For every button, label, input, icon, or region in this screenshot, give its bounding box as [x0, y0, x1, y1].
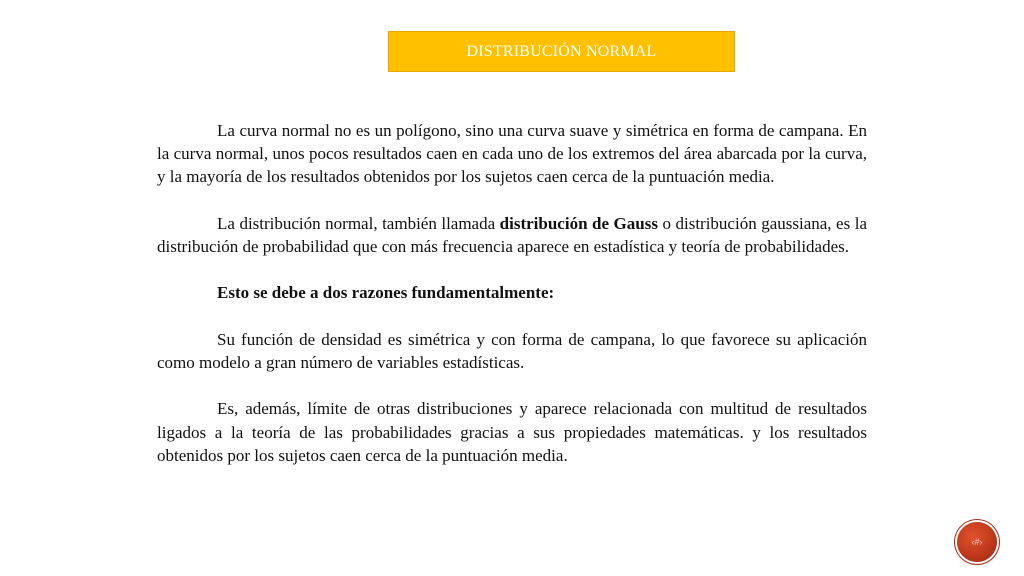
slide-number-badge — [957, 522, 997, 562]
paragraph-reason-density: Su función de densidad es simétrica y con forma de campana, lo que favorece su aplicación como modelo a gran número de variables estadísticas. — [157, 329, 867, 372]
gauss-text-before: La distribución normal, también llamada — [217, 213, 500, 233]
title-banner — [388, 31, 735, 72]
slide-number: ‹#› — [971, 537, 983, 547]
paragraph-curve-description: La curva normal no es un polígono, sino una curva suave y simétrica en forma de campana. En la curva normal, unos pocos resultados caen en cada uno de los extremos del área abarcada por la curva, y la mayoría de los resultados obtenidos por los sujetos caen cerca de la puntuación media. — [157, 121, 867, 187]
gauss-text-after: o distribución gaussiana, es la distribución de probabilidad que con más frecuencia aparece en estadística y teoría de probabilidades. — [157, 213, 867, 256]
body-text — [157, 119, 867, 467]
paragraph-reason-limit: Es, además, límite de otras distribuciones y aparece relacionada con multitud de resultados ligados a la teoría de las probabilidades gracias a sus propiedades matemáticas. y los resultados obtenidos por los sujetos caen cerca de la puntuación media. — [157, 399, 867, 465]
paragraph-reasons-heading: Esto se debe a dos razones fundamentalmente: — [217, 283, 555, 303]
gauss-term: distribución de Gauss — [499, 213, 658, 233]
page-title: DISTRIBUCIÓN NORMAL — [466, 42, 657, 60]
paragraph-gauss-definition — [157, 212, 867, 258]
